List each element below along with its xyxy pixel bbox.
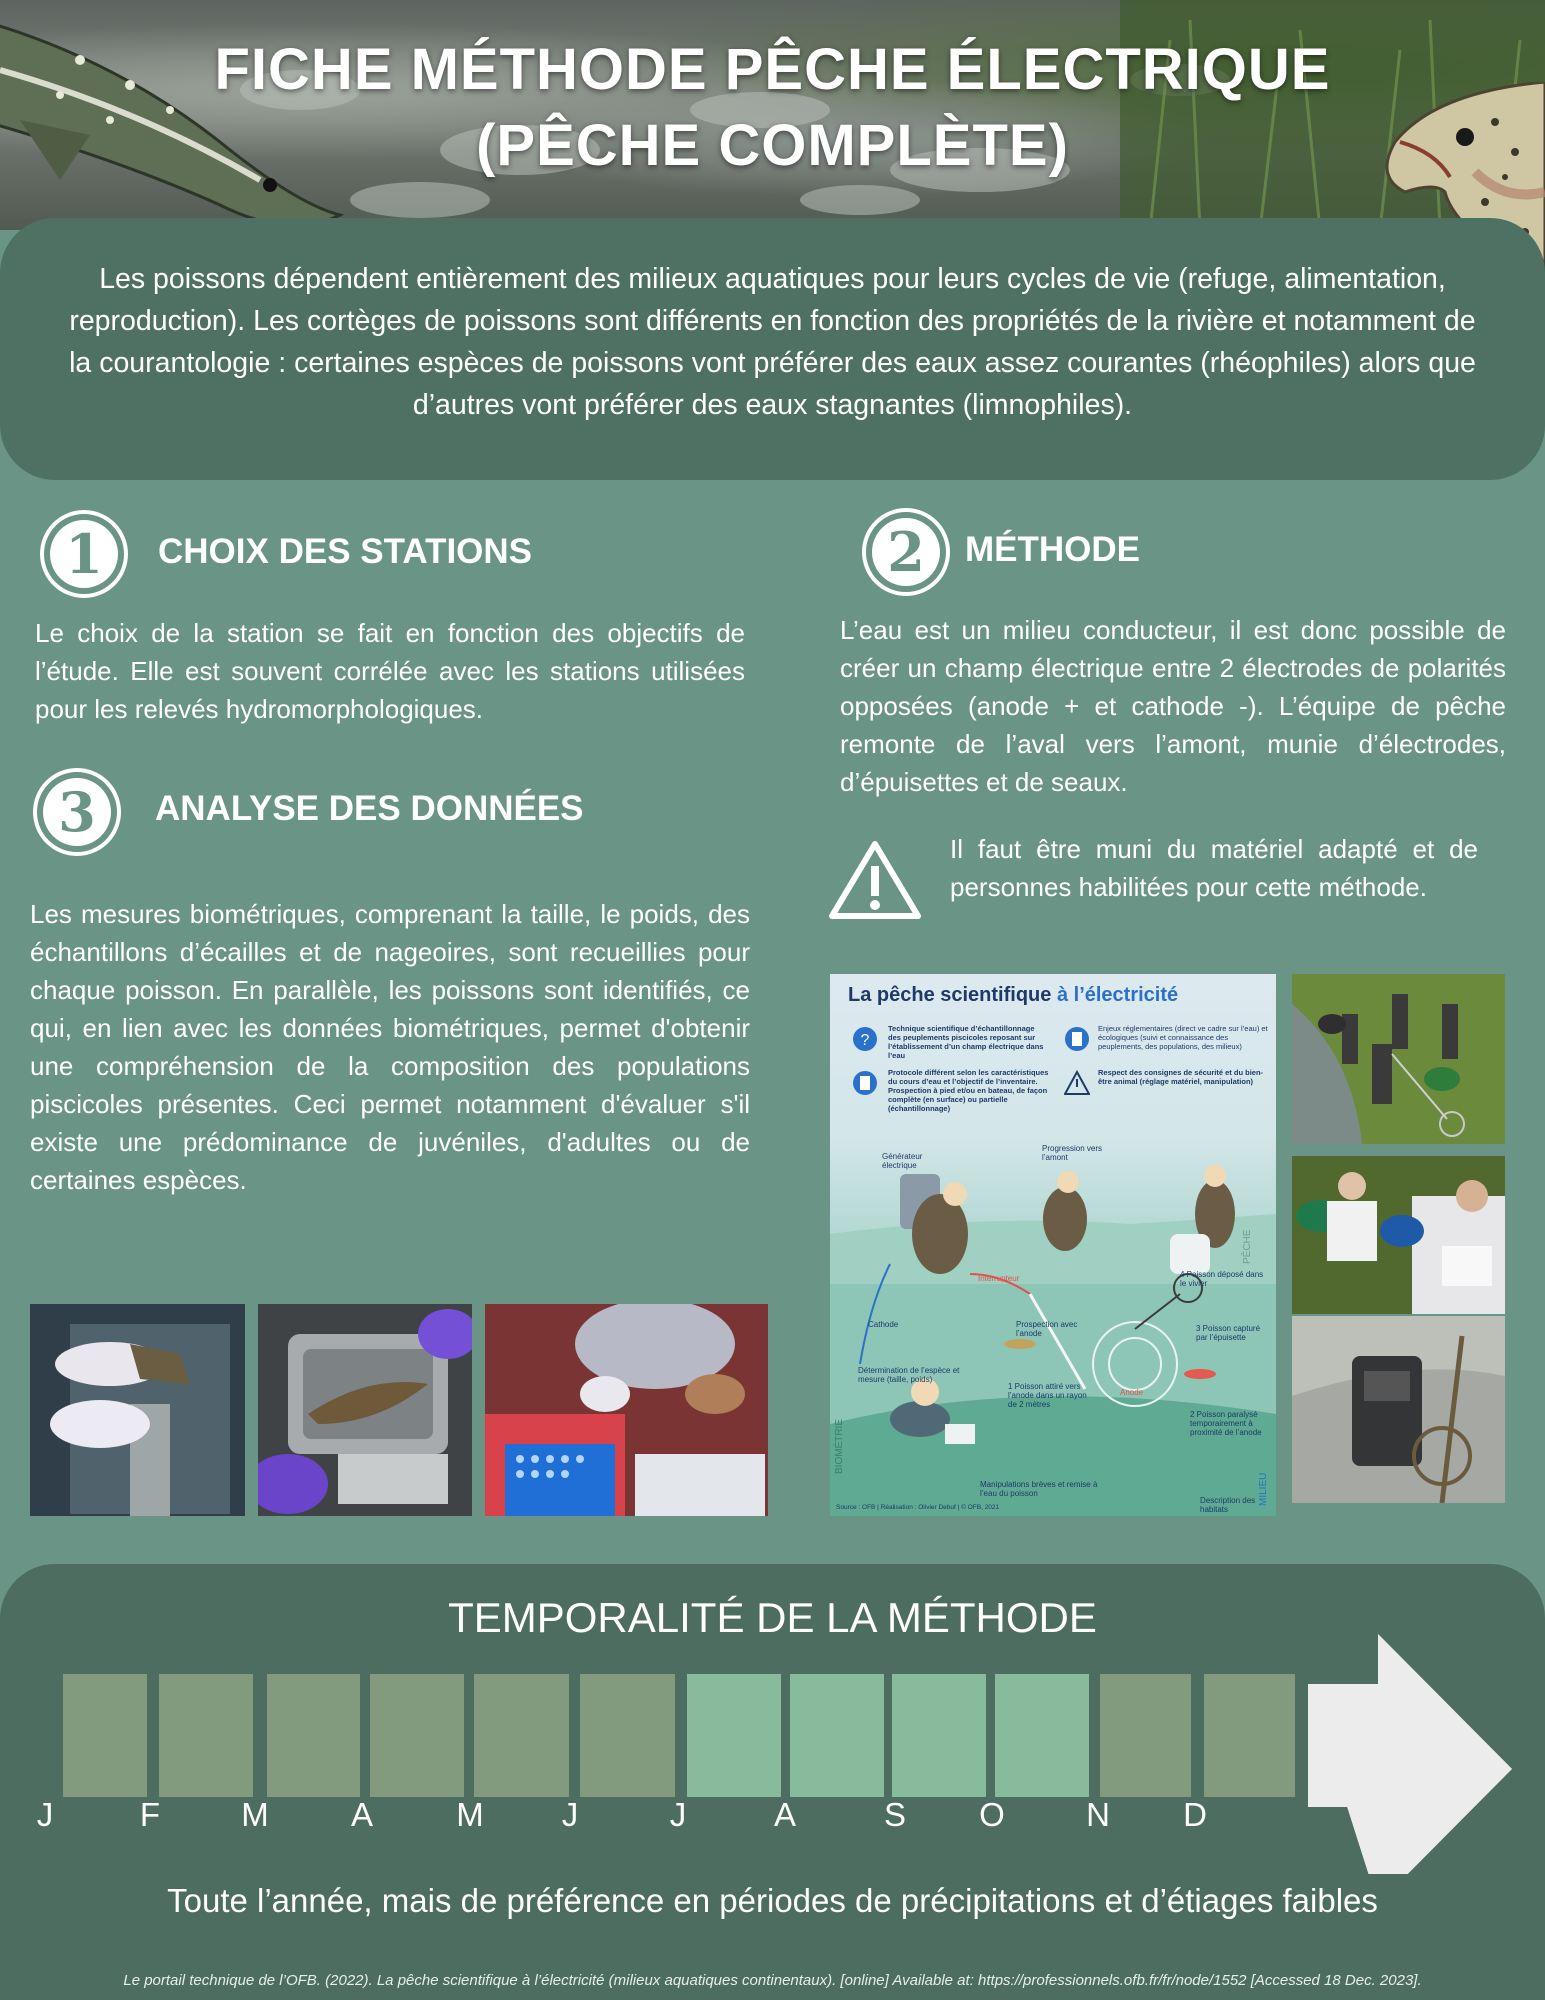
- safety-warning-icon: [1064, 1070, 1090, 1096]
- photo-fish-measuring: [30, 1304, 245, 1516]
- month-label-1: J: [36, 1796, 54, 1833]
- section-3-number-badge: 3: [33, 768, 121, 856]
- month-label-11: N: [1086, 1796, 1110, 1833]
- month-label-8: A: [773, 1796, 796, 1833]
- month-box-6: [580, 1674, 675, 1797]
- month-box-12: [1204, 1674, 1295, 1797]
- month-box-8: [790, 1674, 884, 1797]
- warning-icon: [828, 838, 922, 920]
- temporality-caption: Toute l’année, mais de préférence en périodes de précipitations et d’étiages faibles: [167, 1882, 1378, 1919]
- photo-scale-sampling: [485, 1304, 768, 1516]
- svg-text:?: ?: [860, 1032, 870, 1049]
- month-label-10: O: [979, 1796, 1005, 1833]
- section-2-text: L’eau est un milieu conducteur, il est donc possible de créer un champ électrique entre 2 électrodes de polarités opposées (anode + et cathode -). L’équipe de pêche remonte de l’aval vers l’amont, munie d’électrodes, d’épuisettes et de seaux.: [840, 615, 1506, 797]
- infographic-electric-fishing: La pêche scientifique à l’électricité ? Technique scientifique d’échantillonnage des peuplements piscicoles reposant sur l’établissement d’un champ électrique dans l’eau Enjeux réglementaires (direct ve cadre sur l’eau) et écologiques (suivi et connaissance des peuplements, des populations, des milieux) Protocole différent selon les caractéristiques du cours d’eau et l’objectif de l’inventaire. Prospection à pied et/ou en bateau, de façon complète (en surface) ou partielle (échantillonnage) Respect des consignes de sécurité et du bien-être animal (réglage matériel, manipulation) Générateur électrique Progression vers l’amont Interrupteur 4 Poisson déposé dans le vivier Cathode Prospection avec l’anode 3 Poisson capturé par l’épuisette Détermination de l’espèce et mesure (taille, poids) 1 Poisson attiré vers l’anode dans un rayon de 2 mètres Anode 2 Poisson paralysé temporairement à proximité de l’anode Manipulations brèves et remise à l’eau du poisson Description des habitats PÊCHE BIOMÉTRIE MILIEU Source : OFB | Réalisation : Olivier Debuf | © OFB, 2021: [830, 974, 1276, 1516]
- question-icon: [852, 1026, 878, 1052]
- infographic-title: La pêche scientifique à l’électricité: [848, 984, 1179, 1006]
- photo-fish-weighing: [258, 1304, 472, 1516]
- protocol-icon: [852, 1070, 878, 1096]
- section-1-title: CHOIX DES STATIONS: [158, 532, 533, 571]
- month-box-11: [1100, 1674, 1191, 1797]
- month-box-3: [267, 1674, 360, 1797]
- page-title: FICHE MÉTHODE PÊCHE ÉLECTRIQUE (PÊCHE COMPLÈTE): [214, 37, 1331, 178]
- month-box-7: [687, 1674, 781, 1797]
- photo-fishing-team-river: [1292, 974, 1505, 1144]
- month-label-2: F: [139, 1796, 161, 1833]
- month-box-2: [159, 1674, 253, 1797]
- regulation-icon: [1064, 1026, 1090, 1052]
- month-box-10: [995, 1674, 1089, 1797]
- month-label-9: S: [883, 1796, 906, 1833]
- intro-text: Les poissons dépendent entièrement des milieux aquatiques pour leurs cycles de vie (refuge, alimentation, reproduction). Les cortèges de poissons sont différents en fonction des propriétés de la rivière et notamment de la courantologie : certaines espèces de poissons vont préférer des eaux assez courantes (rhéophiles) alors que d’autres vont préférer des eaux stagnantes (limnophiles).: [69, 263, 1476, 421]
- month-label-5: M: [456, 1796, 484, 1833]
- month-box-9: [892, 1674, 986, 1797]
- section-3-text: Les mesures biométriques, comprenant la taille, le poids, des échantillons d’écailles et de nageoires, sont recueillies pour chaque poisson. En parallèle, les poissons sont identifiés, ce qui, en lien avec les données biométriques, permet d'obtenir une compréhension de la composition des populations piscicoles présentes. Ceci permet notamment d'évaluer s'il existe une prédominance de juvéniles, d'adultes ou de certaines espèces.: [30, 899, 750, 1195]
- month-label-12: D: [1183, 1796, 1207, 1833]
- section-2-title: MÉTHODE: [965, 530, 1140, 569]
- section-1-number-badge: 1: [40, 510, 128, 598]
- temporality-panel: [0, 1564, 1545, 2000]
- reference-citation: Le portail technique de l’OFB. (2022). La pêche scientifique à l’électricité (milieux aquatiques continentaux). [online] Available at: https://professionnels.ofb.fr/fr/node/1552 [Accessed 18 Dec. 2023].: [123, 1972, 1422, 1989]
- month-label-4: A: [350, 1796, 373, 1833]
- month-label-7: J: [669, 1796, 687, 1833]
- photo-biometry-recording: [1292, 1156, 1505, 1314]
- photo-electric-fishing-equipment: [1292, 1316, 1505, 1503]
- header-banner-photo: [0, 0, 1545, 230]
- month-box-4: [370, 1674, 464, 1797]
- month-box-5: [474, 1674, 569, 1797]
- intro-panel: [0, 218, 1545, 480]
- month-label-3: M: [241, 1796, 269, 1833]
- section-2-number-badge: 2: [862, 508, 950, 596]
- section-3-title: ANALYSE DES DONNÉES: [155, 789, 584, 828]
- month-label-6: J: [561, 1796, 579, 1833]
- temporality-title: TEMPORALITÉ DE LA MÉTHODE: [448, 1594, 1097, 1641]
- section-1-text: Le choix de la station se fait en fonction des objectifs de l’étude. Elle est souvent corrélée avec les stations utilisées pour les relevés hydromorphologiques.: [35, 618, 745, 724]
- warning-text: Il faut être muni du matériel adapté et de personnes habilitées pour cette méthode.: [950, 834, 1478, 902]
- month-box-1: [63, 1674, 147, 1797]
